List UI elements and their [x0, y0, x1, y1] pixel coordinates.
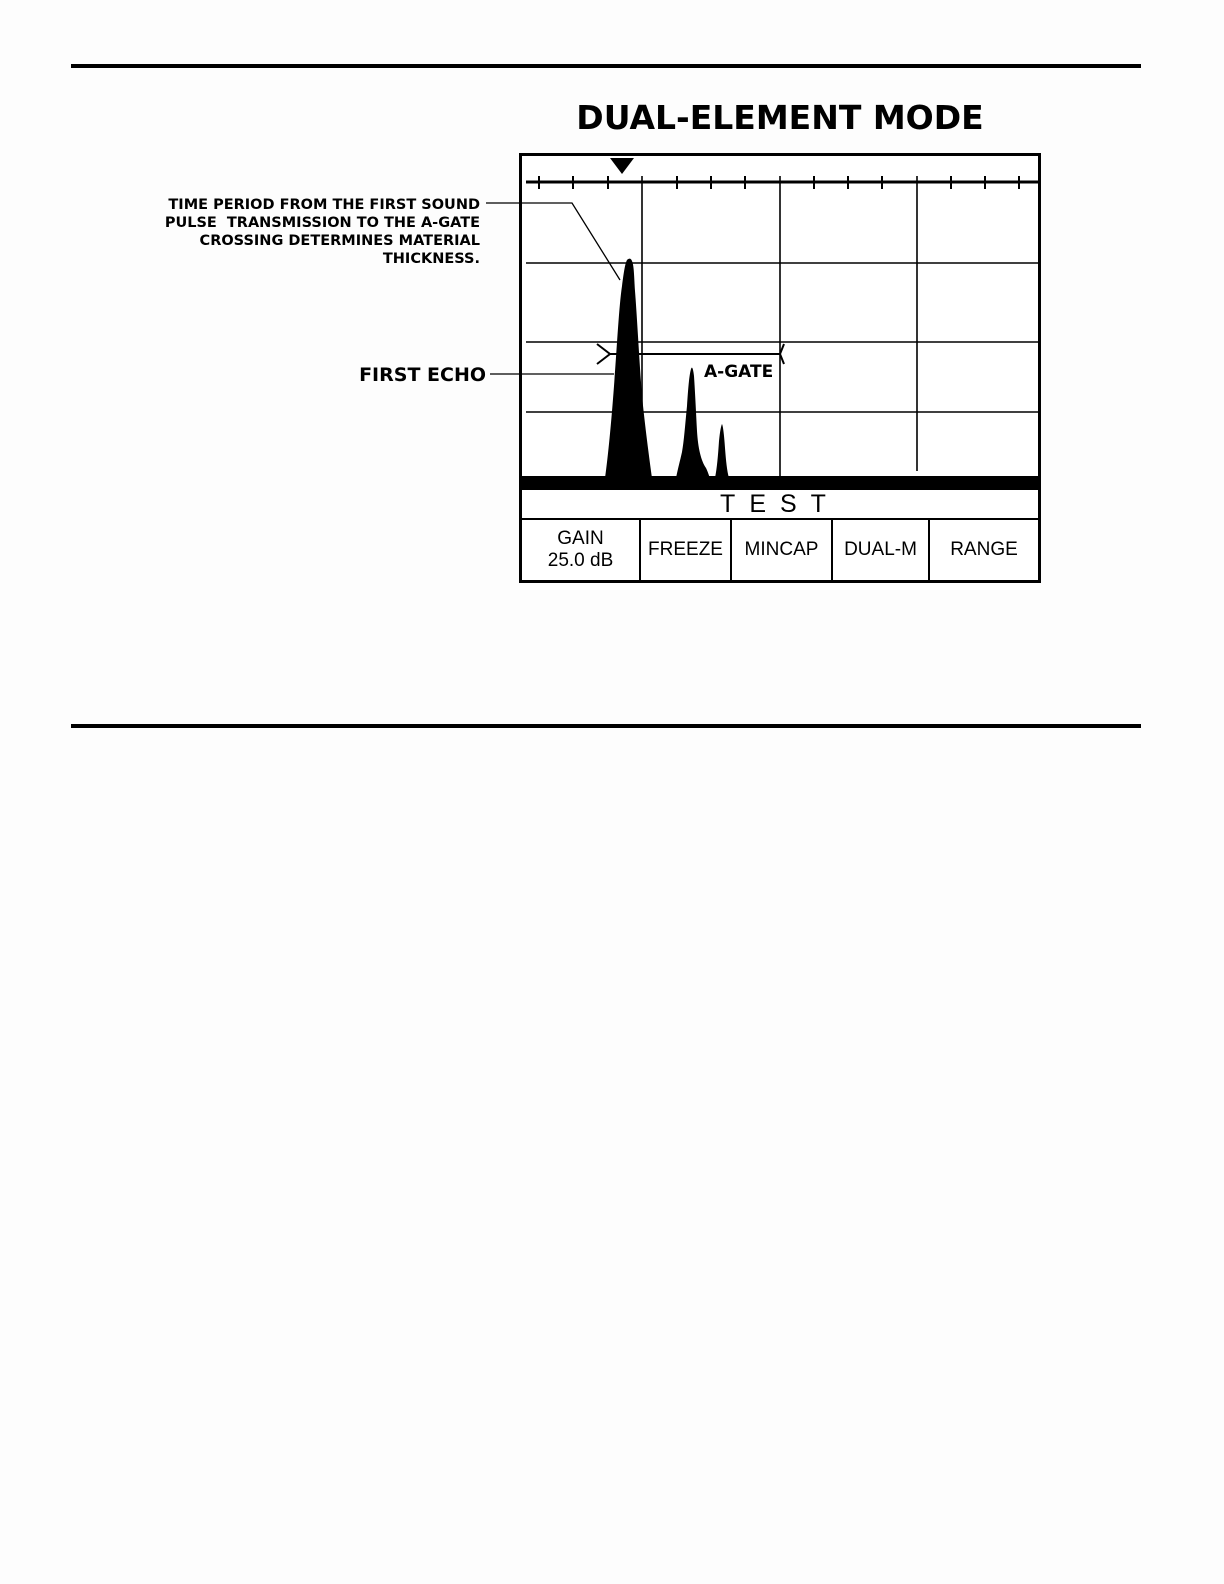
a-scan-display [522, 156, 1038, 490]
time-period-callout [150, 196, 480, 268]
bottom-rule [71, 724, 1141, 728]
gain-softkey[interactable] [522, 520, 641, 580]
scope-grid [526, 176, 1038, 476]
diagram-title: DUAL-ELEMENT MODE [576, 98, 984, 137]
softkey-label: DUAL-M [844, 539, 917, 560]
softkey-label: MINCAP [744, 539, 819, 560]
softkey-row [522, 520, 1038, 580]
range-softkey[interactable] [930, 520, 1038, 580]
mincap-softkey[interactable] [732, 520, 833, 580]
freeze-softkey[interactable] [641, 520, 732, 580]
softkey-label: GAIN [557, 528, 604, 549]
a-gate-start-bracket [597, 344, 610, 364]
softkey-label: RANGE [950, 539, 1018, 560]
mode-indicator: TEST [522, 490, 1038, 520]
softkey-label: FREEZE [648, 539, 723, 560]
dual-m-softkey[interactable] [833, 520, 930, 580]
first-echo-callout: FIRST ECHO [359, 364, 486, 386]
a-gate-label: A-GATE [704, 362, 774, 382]
third-echo-peak [715, 424, 729, 478]
top-rule [71, 64, 1141, 68]
first-echo-peak [605, 259, 652, 478]
callout-line-2: PULSE TRANSMISSION TO THE A-GATE [164, 215, 480, 231]
flaw-detector-screen [519, 153, 1041, 583]
callout-line-1: TIME PERIOD FROM THE FIRST SOUND [168, 197, 480, 213]
callout-line-4: THICKNESS. [382, 251, 480, 267]
callout-line-3: CROSSING DETERMINES MATERIAL [199, 233, 480, 249]
second-echo-peak [676, 368, 710, 478]
baseline-bar [522, 476, 1038, 490]
softkey-value: 25.0 dB [547, 550, 614, 571]
zero-marker-icon [610, 158, 634, 174]
